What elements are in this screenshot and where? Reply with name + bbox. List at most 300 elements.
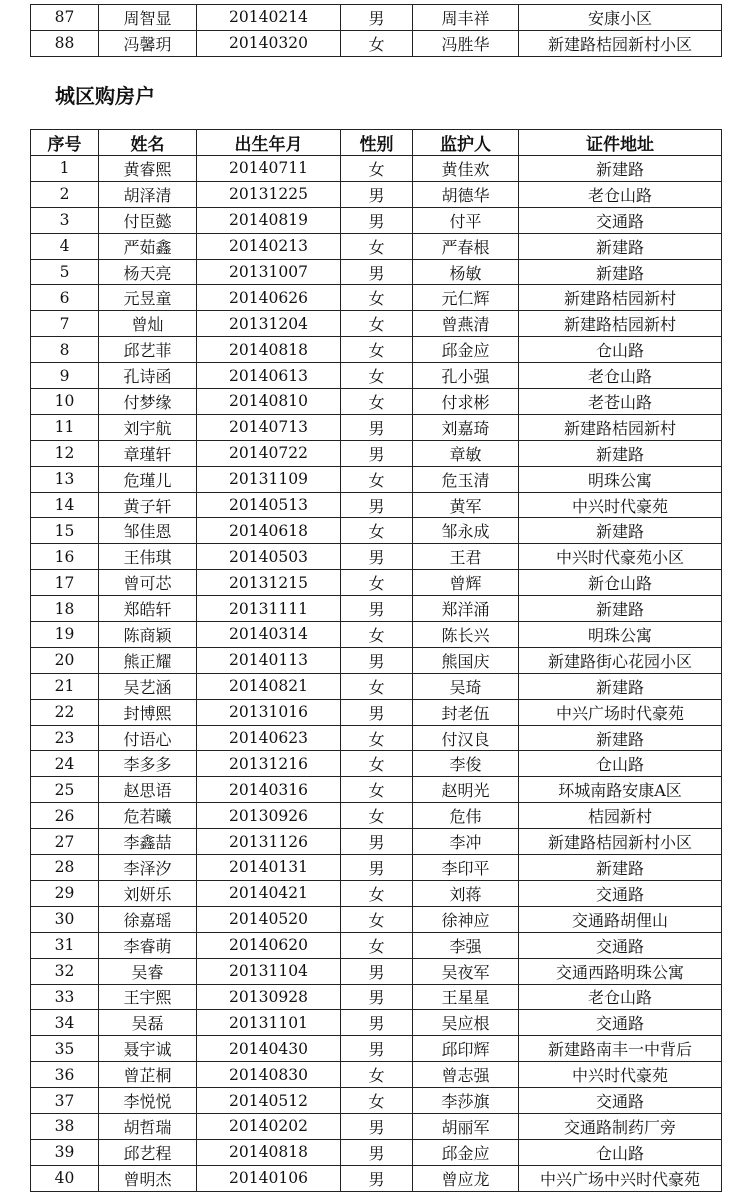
header-no: 序号	[31, 130, 99, 156]
cell-no: 25	[31, 777, 99, 803]
cell-birth: 20140620	[197, 932, 341, 958]
table-row	[31, 311, 722, 337]
cell-no: 12	[31, 440, 99, 466]
cell-guardian: 邱金应	[413, 1139, 519, 1165]
cell-no: 15	[31, 518, 99, 544]
table-row	[31, 181, 722, 207]
cell-address: 交通路	[519, 1088, 722, 1114]
table-row	[31, 363, 722, 389]
cell-name: 吴艺涵	[99, 673, 197, 699]
buyers-table	[30, 129, 722, 1192]
table-row	[31, 1113, 722, 1139]
cell-birth: 20140430	[197, 1036, 341, 1062]
cell-name: 吴磊	[99, 1010, 197, 1036]
table-row	[31, 906, 722, 932]
cell-guardian: 黄佳欢	[413, 156, 519, 182]
cell-name: 吴睿	[99, 958, 197, 984]
cell-address: 仓山路	[519, 1139, 722, 1165]
table-row	[31, 156, 722, 182]
cell-name: 陈商颖	[99, 622, 197, 648]
table-row	[31, 1165, 722, 1191]
cell-guardian: 胡德华	[413, 181, 519, 207]
cell-no: 27	[31, 829, 99, 855]
cell-name: 曾可芯	[99, 570, 197, 596]
cell-birth: 20140520	[197, 906, 341, 932]
table-row	[31, 30, 722, 56]
cell-guardian: 孔小强	[413, 363, 519, 389]
cell-address: 中兴广场中兴时代豪苑	[519, 1165, 722, 1191]
cell-name: 周智显	[99, 5, 197, 31]
cell-gender: 女	[341, 363, 413, 389]
cell-gender: 女	[341, 932, 413, 958]
cell-no: 38	[31, 1113, 99, 1139]
cell-address: 交通西路明珠公寓	[519, 958, 722, 984]
cell-gender: 男	[341, 181, 413, 207]
cell-name: 黄睿熙	[99, 156, 197, 182]
cell-address: 安康小区	[519, 5, 722, 31]
cell-no: 24	[31, 751, 99, 777]
cell-name: 曾灿	[99, 311, 197, 337]
cell-name: 郑皓轩	[99, 596, 197, 622]
cell-gender: 男	[341, 414, 413, 440]
cell-guardian: 吴夜军	[413, 958, 519, 984]
cell-gender: 女	[341, 285, 413, 311]
previous-section-table	[30, 4, 722, 57]
cell-name: 冯馨玥	[99, 30, 197, 56]
cell-guardian: 刘嘉琦	[413, 414, 519, 440]
cell-guardian: 冯胜华	[413, 30, 519, 56]
cell-address: 交通路	[519, 1010, 722, 1036]
cell-guardian: 付求彬	[413, 389, 519, 415]
table-row	[31, 544, 722, 570]
cell-guardian: 邱印辉	[413, 1036, 519, 1062]
cell-address: 交通路	[519, 932, 722, 958]
cell-address: 新建路	[519, 673, 722, 699]
cell-no: 17	[31, 570, 99, 596]
cell-address: 明珠公寓	[519, 466, 722, 492]
cell-no: 7	[31, 311, 99, 337]
cell-birth: 20140314	[197, 622, 341, 648]
cell-gender: 女	[341, 725, 413, 751]
cell-no: 28	[31, 855, 99, 881]
table-row	[31, 5, 722, 31]
cell-address: 仓山路	[519, 751, 722, 777]
cell-guardian: 严春根	[413, 233, 519, 259]
table-row	[31, 1036, 722, 1062]
cell-address: 老仓山路	[519, 181, 722, 207]
cell-address: 新建路	[519, 259, 722, 285]
table-row	[31, 880, 722, 906]
table-row	[31, 647, 722, 673]
cell-birth: 20140626	[197, 285, 341, 311]
cell-gender: 男	[341, 855, 413, 881]
cell-no: 30	[31, 906, 99, 932]
cell-birth: 20140830	[197, 1062, 341, 1088]
cell-birth: 20140503	[197, 544, 341, 570]
cell-name: 邹佳恩	[99, 518, 197, 544]
cell-name: 元昱童	[99, 285, 197, 311]
cell-name: 曾明杰	[99, 1165, 197, 1191]
cell-address: 新建路街心花园小区	[519, 647, 722, 673]
cell-guardian: 邹永成	[413, 518, 519, 544]
cell-gender: 男	[341, 5, 413, 31]
table-row	[31, 285, 722, 311]
cell-guardian: 元仁辉	[413, 285, 519, 311]
table-row	[31, 751, 722, 777]
table-row	[31, 570, 722, 596]
table-row	[31, 1062, 722, 1088]
cell-name: 杨天亮	[99, 259, 197, 285]
cell-birth: 20140713	[197, 414, 341, 440]
cell-name: 熊正耀	[99, 647, 197, 673]
cell-gender: 男	[341, 207, 413, 233]
cell-address: 老仓山路	[519, 984, 722, 1010]
cell-gender: 男	[341, 1165, 413, 1191]
cell-name: 严茹鑫	[99, 233, 197, 259]
cell-birth: 20130926	[197, 803, 341, 829]
cell-guardian: 徐神应	[413, 906, 519, 932]
cell-guardian: 李俊	[413, 751, 519, 777]
table-row	[31, 958, 722, 984]
cell-gender: 男	[341, 958, 413, 984]
cell-birth: 20131215	[197, 570, 341, 596]
cell-gender: 女	[341, 570, 413, 596]
cell-no: 34	[31, 1010, 99, 1036]
cell-name: 曾芷桐	[99, 1062, 197, 1088]
cell-gender: 男	[341, 984, 413, 1010]
cell-gender: 女	[341, 906, 413, 932]
cell-no: 11	[31, 414, 99, 440]
cell-gender: 男	[341, 440, 413, 466]
table-row	[31, 984, 722, 1010]
cell-name: 付语心	[99, 725, 197, 751]
cell-no: 8	[31, 337, 99, 363]
cell-address: 老仓山路	[519, 363, 722, 389]
cell-gender: 女	[341, 751, 413, 777]
table-row	[31, 855, 722, 881]
cell-address: 中兴广场时代豪苑	[519, 699, 722, 725]
cell-address: 中兴时代豪苑	[519, 492, 722, 518]
table-row	[31, 1088, 722, 1114]
cell-gender: 女	[341, 30, 413, 56]
cell-guardian: 杨敏	[413, 259, 519, 285]
table-row	[31, 466, 722, 492]
cell-gender: 男	[341, 1036, 413, 1062]
cell-address: 新建路	[519, 725, 722, 751]
header-birth: 出生年月	[197, 130, 341, 156]
cell-birth: 20131126	[197, 829, 341, 855]
cell-name: 刘宇航	[99, 414, 197, 440]
cell-name: 李鑫喆	[99, 829, 197, 855]
cell-gender: 女	[341, 466, 413, 492]
cell-guardian: 李印平	[413, 855, 519, 881]
cell-address: 新建路桔园新村	[519, 285, 722, 311]
cell-address: 中兴时代豪苑	[519, 1062, 722, 1088]
cell-address: 新建路桔园新村	[519, 311, 722, 337]
cell-address: 新建路南丰一中背后	[519, 1036, 722, 1062]
cell-birth: 20140214	[197, 5, 341, 31]
cell-birth: 20140818	[197, 1139, 341, 1165]
cell-name: 王宇熙	[99, 984, 197, 1010]
cell-guardian: 胡丽军	[413, 1113, 519, 1139]
cell-gender: 男	[341, 1010, 413, 1036]
cell-address: 交通路	[519, 880, 722, 906]
cell-no: 32	[31, 958, 99, 984]
cell-guardian: 王君	[413, 544, 519, 570]
cell-no: 5	[31, 259, 99, 285]
cell-address: 新建路桔园新村	[519, 414, 722, 440]
cell-birth: 20140613	[197, 363, 341, 389]
cell-birth: 20131016	[197, 699, 341, 725]
cell-birth: 20131216	[197, 751, 341, 777]
cell-guardian: 曾燕清	[413, 311, 519, 337]
cell-birth: 20140618	[197, 518, 341, 544]
header-gender: 性别	[341, 130, 413, 156]
cell-birth: 20131007	[197, 259, 341, 285]
previous-section-body	[31, 5, 722, 57]
cell-birth: 20140131	[197, 855, 341, 881]
cell-address: 明珠公寓	[519, 622, 722, 648]
table-row	[31, 622, 722, 648]
cell-gender: 女	[341, 777, 413, 803]
cell-birth: 20140213	[197, 233, 341, 259]
cell-name: 危瑾儿	[99, 466, 197, 492]
cell-name: 邱艺程	[99, 1139, 197, 1165]
cell-name: 刘妍乐	[99, 880, 197, 906]
cell-guardian: 陈长兴	[413, 622, 519, 648]
cell-name: 赵思语	[99, 777, 197, 803]
cell-birth: 20140513	[197, 492, 341, 518]
cell-gender: 女	[341, 1088, 413, 1114]
cell-gender: 男	[341, 492, 413, 518]
cell-gender: 男	[341, 829, 413, 855]
cell-guardian: 封老伍	[413, 699, 519, 725]
cell-no: 39	[31, 1139, 99, 1165]
cell-no: 40	[31, 1165, 99, 1191]
cell-no: 2	[31, 181, 99, 207]
cell-name: 邱艺菲	[99, 337, 197, 363]
cell-birth: 20140512	[197, 1088, 341, 1114]
cell-gender: 女	[341, 673, 413, 699]
cell-no: 87	[31, 5, 99, 31]
cell-address: 新建路	[519, 233, 722, 259]
cell-name: 徐嘉瑶	[99, 906, 197, 932]
cell-address: 新建路	[519, 156, 722, 182]
cell-guardian: 曾应龙	[413, 1165, 519, 1191]
buyers-table-body	[31, 156, 722, 1192]
cell-address: 仓山路	[519, 337, 722, 363]
cell-guardian: 刘蒋	[413, 880, 519, 906]
cell-address: 环城南路安康A区	[519, 777, 722, 803]
table-row	[31, 673, 722, 699]
cell-gender: 男	[341, 647, 413, 673]
cell-no: 16	[31, 544, 99, 570]
cell-address: 新建路	[519, 596, 722, 622]
cell-gender: 女	[341, 622, 413, 648]
cell-gender: 女	[341, 803, 413, 829]
cell-birth: 20131225	[197, 181, 341, 207]
cell-guardian: 付平	[413, 207, 519, 233]
header-name: 姓名	[99, 130, 197, 156]
cell-no: 20	[31, 647, 99, 673]
cell-no: 6	[31, 285, 99, 311]
cell-no: 22	[31, 699, 99, 725]
cell-guardian: 王星星	[413, 984, 519, 1010]
table-row	[31, 699, 722, 725]
cell-birth: 20140623	[197, 725, 341, 751]
cell-name: 胡泽清	[99, 181, 197, 207]
cell-guardian: 李强	[413, 932, 519, 958]
cell-guardian: 李莎旗	[413, 1088, 519, 1114]
cell-guardian: 曾辉	[413, 570, 519, 596]
cell-no: 36	[31, 1062, 99, 1088]
table-row	[31, 1139, 722, 1165]
cell-no: 1	[31, 156, 99, 182]
cell-address: 交通路制药厂旁	[519, 1113, 722, 1139]
header-guardian: 监护人	[413, 130, 519, 156]
cell-gender: 男	[341, 259, 413, 285]
table-row	[31, 207, 722, 233]
cell-no: 9	[31, 363, 99, 389]
cell-address: 中兴时代豪苑小区	[519, 544, 722, 570]
cell-guardian: 危伟	[413, 803, 519, 829]
cell-gender: 女	[341, 156, 413, 182]
cell-name: 李多多	[99, 751, 197, 777]
table-row	[31, 337, 722, 363]
cell-birth: 20131204	[197, 311, 341, 337]
cell-birth: 20140106	[197, 1165, 341, 1191]
cell-birth: 20140320	[197, 30, 341, 56]
cell-birth: 20131111	[197, 596, 341, 622]
cell-name: 危若曦	[99, 803, 197, 829]
table-row	[31, 1010, 722, 1036]
cell-gender: 女	[341, 389, 413, 415]
cell-name: 胡哲瑞	[99, 1113, 197, 1139]
cell-birth: 20140821	[197, 673, 341, 699]
table-row	[31, 932, 722, 958]
cell-birth: 20140711	[197, 156, 341, 182]
table-row	[31, 518, 722, 544]
cell-birth: 20140810	[197, 389, 341, 415]
cell-guardian: 邱金应	[413, 337, 519, 363]
cell-birth: 20140818	[197, 337, 341, 363]
table-row	[31, 596, 722, 622]
cell-no: 29	[31, 880, 99, 906]
cell-no: 21	[31, 673, 99, 699]
cell-gender: 男	[341, 1139, 413, 1165]
cell-guardian: 赵明光	[413, 777, 519, 803]
cell-name: 封博熙	[99, 699, 197, 725]
cell-address: 桔园新村	[519, 803, 722, 829]
cell-name: 李泽汐	[99, 855, 197, 881]
cell-gender: 女	[341, 880, 413, 906]
cell-name: 黄子轩	[99, 492, 197, 518]
cell-address: 新建路	[519, 855, 722, 881]
cell-gender: 男	[341, 699, 413, 725]
table-row	[31, 777, 722, 803]
cell-birth: 20140722	[197, 440, 341, 466]
cell-guardian: 周丰祥	[413, 5, 519, 31]
cell-no: 31	[31, 932, 99, 958]
cell-gender: 男	[341, 1113, 413, 1139]
cell-name: 李悦悦	[99, 1088, 197, 1114]
cell-guardian: 熊国庆	[413, 647, 519, 673]
table-row	[31, 492, 722, 518]
cell-guardian: 曾志强	[413, 1062, 519, 1088]
cell-address: 新建路桔园新村小区	[519, 829, 722, 855]
table-row	[31, 829, 722, 855]
cell-gender: 女	[341, 518, 413, 544]
cell-name: 孔诗函	[99, 363, 197, 389]
cell-guardian: 付汉良	[413, 725, 519, 751]
cell-name: 章瑾轩	[99, 440, 197, 466]
cell-guardian: 李冲	[413, 829, 519, 855]
cell-gender: 女	[341, 337, 413, 363]
cell-birth: 20131101	[197, 1010, 341, 1036]
cell-gender: 女	[341, 1062, 413, 1088]
cell-name: 王伟琪	[99, 544, 197, 570]
cell-address: 新建路	[519, 440, 722, 466]
table-row	[31, 233, 722, 259]
cell-no: 19	[31, 622, 99, 648]
cell-address: 交通路胡俚山	[519, 906, 722, 932]
table-header-row	[31, 130, 722, 156]
cell-address: 老苍山路	[519, 389, 722, 415]
cell-no: 10	[31, 389, 99, 415]
cell-no: 14	[31, 492, 99, 518]
cell-name: 付臣懿	[99, 207, 197, 233]
table-row	[31, 725, 722, 751]
table-row	[31, 389, 722, 415]
cell-birth: 20131104	[197, 958, 341, 984]
section-title: 城区购房户	[55, 84, 155, 108]
cell-name: 聂宇诚	[99, 1036, 197, 1062]
cell-no: 35	[31, 1036, 99, 1062]
cell-no: 3	[31, 207, 99, 233]
cell-guardian: 郑洋涌	[413, 596, 519, 622]
table-row	[31, 259, 722, 285]
cell-no: 33	[31, 984, 99, 1010]
cell-no: 13	[31, 466, 99, 492]
cell-gender: 男	[341, 596, 413, 622]
cell-birth: 20140819	[197, 207, 341, 233]
cell-guardian: 危玉清	[413, 466, 519, 492]
cell-address: 交通路	[519, 207, 722, 233]
cell-no: 18	[31, 596, 99, 622]
cell-birth: 20140113	[197, 647, 341, 673]
cell-no: 26	[31, 803, 99, 829]
cell-guardian: 黄军	[413, 492, 519, 518]
cell-birth: 20140316	[197, 777, 341, 803]
cell-birth: 20131109	[197, 466, 341, 492]
cell-birth: 20140202	[197, 1113, 341, 1139]
table-row	[31, 803, 722, 829]
cell-address: 新仓山路	[519, 570, 722, 596]
cell-no: 4	[31, 233, 99, 259]
cell-gender: 男	[341, 544, 413, 570]
cell-name: 李睿萌	[99, 932, 197, 958]
cell-no: 23	[31, 725, 99, 751]
cell-name: 付梦缘	[99, 389, 197, 415]
cell-guardian: 吴应根	[413, 1010, 519, 1036]
header-address: 证件地址	[519, 130, 722, 156]
cell-no: 37	[31, 1088, 99, 1114]
cell-address: 新建路桔园新村小区	[519, 30, 722, 56]
table-row	[31, 440, 722, 466]
cell-birth: 20130928	[197, 984, 341, 1010]
cell-gender: 女	[341, 311, 413, 337]
cell-guardian: 吴琦	[413, 673, 519, 699]
